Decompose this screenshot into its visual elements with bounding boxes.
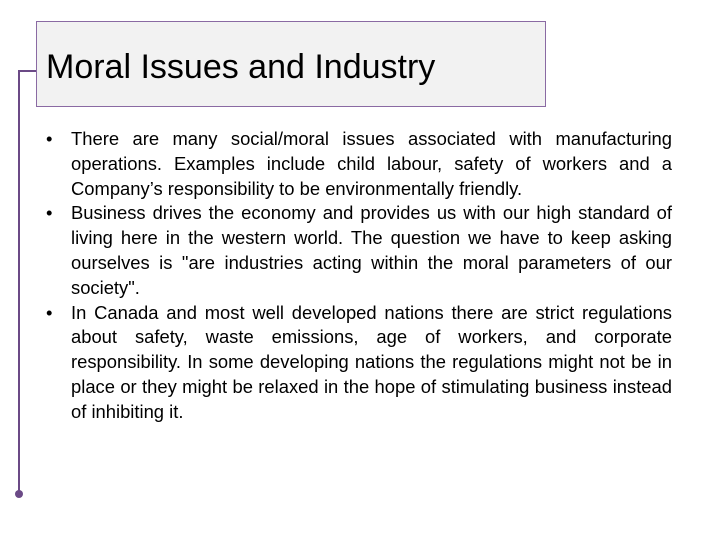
bullet-marker: • (46, 202, 53, 224)
bullet-marker: • (46, 301, 53, 323)
bullet-list (46, 127, 672, 425)
accent-line-left (18, 70, 20, 494)
bullet-item (46, 301, 672, 425)
bullet-text: Business drives the economy and provides us with our high standard of living here in the western world. The question we have to keep asking ourselves is "are industries acting within the moral parameters of our society". (71, 202, 672, 298)
bullet-text: In Canada and most well developed nations there are strict regulations about safety, waste emissions, age of workers, and corporate responsibility. In some developing nations the regulations might not be in place or they might be relaxed in the hope of stimulating business instead of inhibiting it. (71, 301, 672, 422)
slide-title: Moral Issues and Industry (46, 48, 436, 86)
bullet-text: There are many social/moral issues associated with manufacturing operations. Examples include child labour, safety of workers and a Company’s responsibility to be environmentally friendly. (71, 128, 672, 199)
title-box (36, 21, 546, 107)
bullet-item (46, 127, 672, 201)
bullet-item (46, 201, 672, 300)
accent-dot (15, 490, 23, 498)
accent-line-top (18, 70, 38, 72)
bullet-marker: • (46, 128, 53, 149)
